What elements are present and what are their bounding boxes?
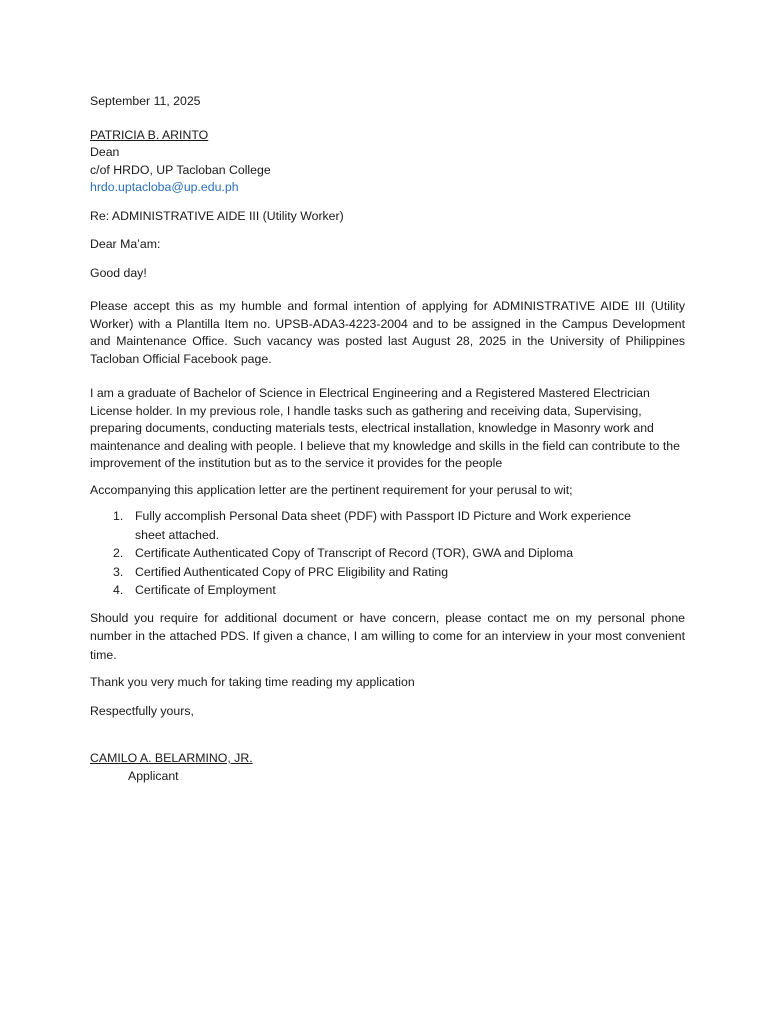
list-item bbox=[90, 544, 655, 563]
paragraph-requirements-intro: Accompanying this application letter are the pertinent requirement for your perusal to wit; bbox=[90, 482, 573, 497]
salutation: Dear Ma’am: bbox=[90, 237, 161, 251]
list-item-text: Certificate Authenticated Copy of Transcript of Record (TOR), GWA and Diploma bbox=[135, 546, 574, 560]
addressee-email-link[interactable]: hrdo.uptacloba@up.edu.ph bbox=[90, 180, 239, 194]
list-item-text: Fully accomplish Personal Data sheet (PDF) with Passport ID Picture and Work experience sheet attached. bbox=[135, 509, 631, 542]
list-item-number: 4. bbox=[113, 583, 124, 597]
paragraph-intent: Please accept this as my humble and formal intention of applying for ADMINISTRATIVE AIDE III (Utility Worker) with a Plantilla Item no. UPSB-ADA3-4223-2004 and to be assigned in the Campus Development and Maintenance Office. Such vacancy was posted last August 28, 2025 in the University of Philippines Tacloban Official Facebook page. bbox=[90, 299, 685, 366]
list-item-text: Certified Authenticated Copy of PRC Eligibility and Rating bbox=[135, 564, 449, 579]
list-item bbox=[90, 507, 655, 544]
closing-line: Respectfully yours, bbox=[90, 703, 194, 718]
list-item-number: 3. bbox=[113, 564, 124, 579]
addressee-title: Dean bbox=[90, 145, 120, 159]
paragraph-contact: Should you require for additional document or have concern, please contact me on my personal phone number in the attached PDS. If given a chance, I am willing to come for an interview in your most convenient time. bbox=[90, 610, 685, 662]
thanks-line: Thank you very much for taking time reading my application bbox=[90, 675, 415, 689]
addressee-block bbox=[90, 127, 685, 197]
list-item-number: 1. bbox=[113, 509, 124, 523]
list-item bbox=[90, 581, 655, 600]
subject-line: Re: ADMINISTRATIVE AIDE III (Utility Worker) bbox=[90, 208, 344, 223]
requirements-list bbox=[90, 507, 685, 600]
list-item bbox=[90, 563, 655, 582]
letter-page bbox=[90, 93, 685, 785]
addressee-name: PATRICIA B. ARINTO bbox=[90, 127, 209, 142]
greeting: Good day! bbox=[90, 265, 147, 280]
list-item-number: 2. bbox=[113, 546, 124, 560]
letter-date: September 11, 2025 bbox=[90, 94, 201, 108]
signatory-name: CAMILO A. BELARMINO, JR. bbox=[90, 751, 253, 765]
list-item-text: Certificate of Employment bbox=[135, 583, 276, 597]
paragraph-qualifications: I am a graduate of Bachelor of Science in Electrical Engineering and a Registered Mastered Electrician License holder. In my previous role, I handle tasks such as gathering and receiving data, Supervising, preparing documents, conducting materials tests, electrical installation, knowledge in Masonry work and maintenance and dealing with people. I believe that my knowledge and skills in the field can contribute to the improvement of the institution but as to the service it provides for the people bbox=[90, 386, 680, 470]
addressee-office: c/of HRDO, UP Tacloban College bbox=[90, 162, 271, 177]
signatory-title: Applicant bbox=[128, 768, 179, 783]
